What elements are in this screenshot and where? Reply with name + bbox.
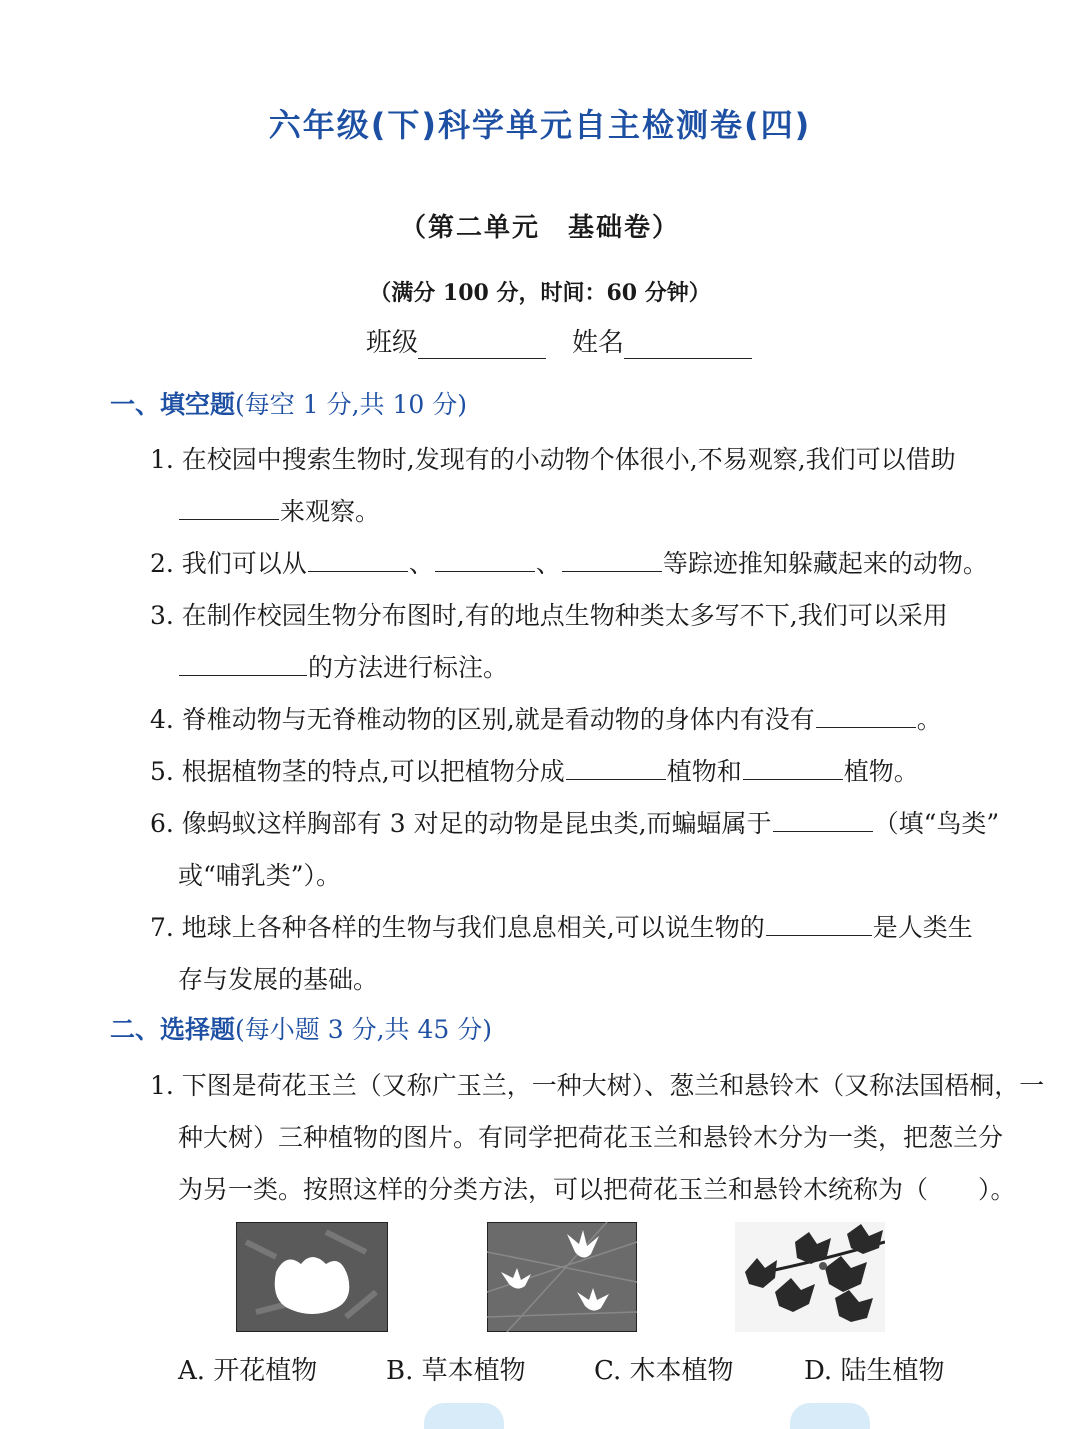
q4-tail: 。 [916,705,942,734]
section-2-title: 二、选择题 [110,1015,236,1044]
section-2-score: (每小题 3 分,共 45 分) [235,1015,492,1044]
q3-line1: 3. 在制作校园生物分布图时,有的地点生物种类太多写不下,我们可以采用 [150,601,948,630]
option-c[interactable]: C. 木本植物 [594,1356,734,1386]
q1-tail: 来观察。 [280,497,381,526]
q2-text: 2. 我们可以从 [150,549,307,578]
q1-line1: 1. 在校园中搜索生物时,发现有的小动物个体很小,不易观察,我们可以借助 [150,445,956,474]
q5-tail: 植物。 [843,757,919,786]
mc-q1-line1: 1. 下图是荷花玉兰（又称广玉兰，一种大树）、葱兰和悬铃木（又称法国梧桐，一 [150,1071,1045,1100]
option-b[interactable]: B. 草本植物 [386,1356,526,1386]
name-label: 姓名 [572,328,625,358]
q1-blank[interactable] [179,495,279,520]
q2-blank-3[interactable] [562,547,662,572]
q5-blank-2[interactable] [743,755,843,780]
cloud-decoration-right [790,1403,870,1429]
option-a[interactable]: A. 开花植物 [178,1356,318,1386]
q4-blank[interactable] [816,703,916,728]
option-d[interactable]: D. 陆生植物 [804,1356,945,1386]
class-label: 班级 [366,328,419,358]
cloud-decoration-left [424,1403,504,1429]
q2-line [150,544,988,580]
magnolia-image [236,1222,388,1332]
q2-tail: 等踪迹推知躲藏起来的动物。 [662,549,988,578]
plane-tree-image [735,1222,885,1332]
q7-line2: 存与发展的基础。 [178,965,379,994]
q5-line [150,752,919,788]
q2-sep-2: 、 [535,549,561,578]
q5-mid: 植物和 [666,757,742,786]
q1-line2 [178,492,380,528]
q2-blank-1[interactable] [308,547,408,572]
section-2-heading [110,1010,492,1046]
q6-hint: （填“鸟类” [873,809,1000,838]
exam-meta: （满分 100 分，时间：60 分钟） [369,280,711,306]
q5-blank-1[interactable] [566,755,666,780]
q6-line2: 或“哺乳类”）。 [178,861,342,890]
q6-text: 6. 像蚂蚁这样胸部有 3 对足的动物是昆虫类,而蝙蝠属于 [150,809,772,838]
section-1-title: 一、填空题 [110,390,236,419]
name-blank[interactable] [624,332,752,359]
zephyranthes-image [487,1222,637,1332]
name-field [572,322,752,359]
q4-line [150,700,942,736]
q7-line1 [150,908,973,944]
q5-text: 5. 根据植物茎的特点,可以把植物分成 [150,757,565,786]
section-1-heading [110,385,467,421]
mc-q1-line2: 种大树）三种植物的图片。有同学把荷花玉兰和悬铃木分为一类，把葱兰分 [178,1123,1004,1152]
q3-line2 [178,648,508,684]
q7-blank[interactable] [766,911,872,936]
q7-text: 7. 地球上各种各样的生物与我们息息相关,可以说生物的 [150,913,765,942]
q3-blank[interactable] [179,651,307,676]
mc-q1-line3: 为另一类。按照这样的分类方法，可以把荷花玉兰和悬铃木统称为（ ）。 [178,1175,1016,1204]
class-field [366,322,546,359]
class-blank[interactable] [418,332,546,359]
q2-sep-1: 、 [408,549,434,578]
q6-line1 [150,804,999,840]
q2-blank-2[interactable] [435,547,535,572]
page-subtitle: （第二单元 基础卷） [399,213,680,243]
q3-tail: 的方法进行标注。 [308,653,509,682]
page-title: 六年级(下)科学单元自主检测卷(四) [268,106,812,144]
section-1-score: (每空 1 分,共 10 分) [235,390,467,419]
q4-text: 4. 脊椎动物与无脊椎动物的区别,就是看动物的身体内有没有 [150,705,815,734]
q7-mid: 是人类生 [872,913,973,942]
q6-blank[interactable] [773,807,873,832]
